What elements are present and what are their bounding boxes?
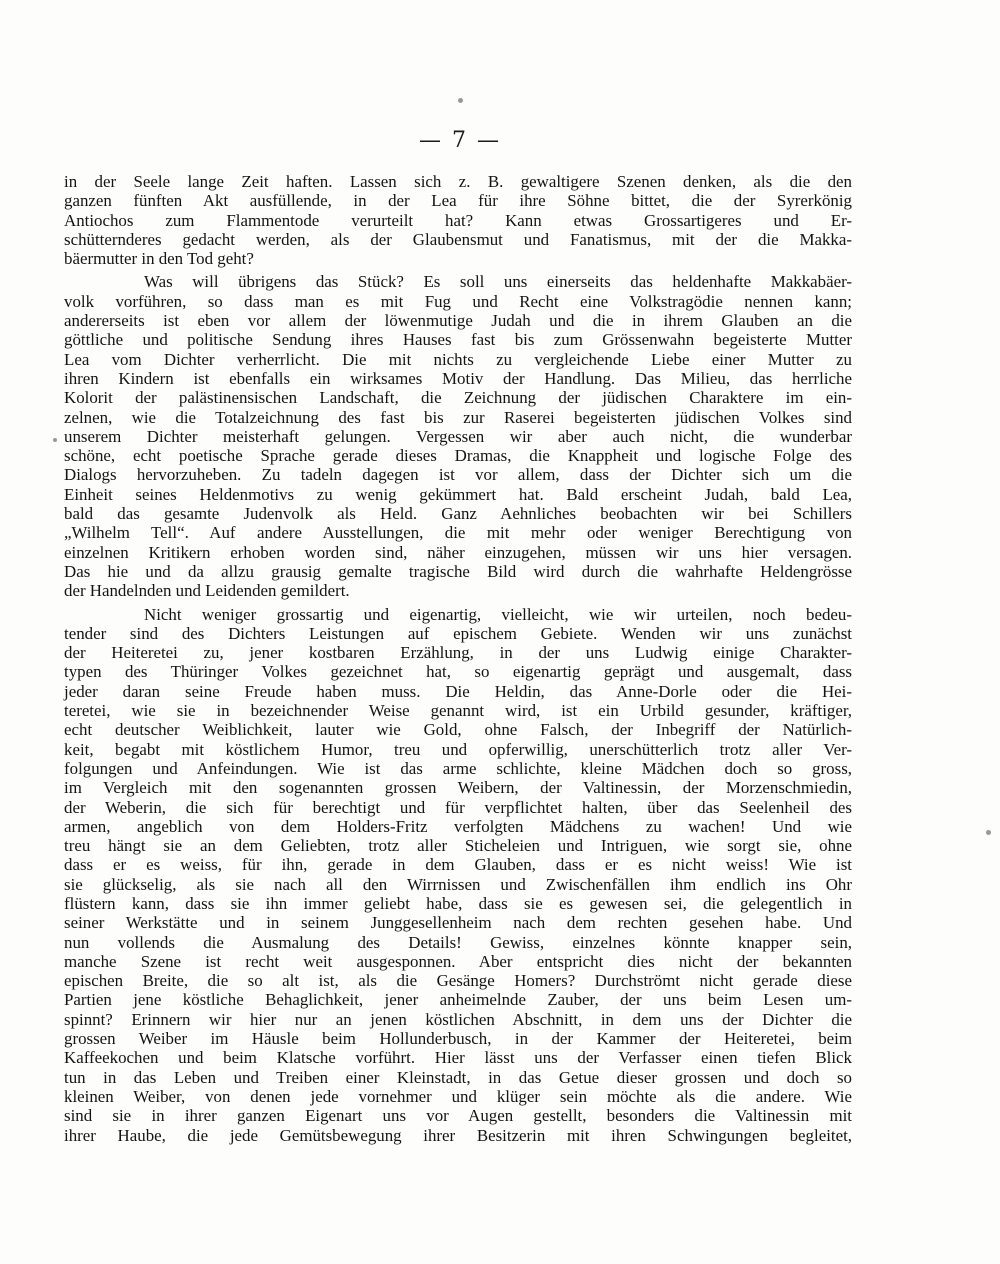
text-line: tender sind des Dichters Leistungen auf epischem Gebiete. Wenden wir uns zunächst: [64, 623, 852, 643]
paragraph-3: [64, 605, 852, 1145]
text-line: Kaffeekochen und beim Klatsche vorführt. Hier lässt uns der Verfasser einen tiefen Blick: [64, 1048, 852, 1068]
text-line: keit, begabt mit köstlichem Humor, treu und opferwillig, unerschütterlich trotz aller Ver-: [64, 739, 852, 759]
body-text: [64, 172, 852, 1145]
text-line: ihren Kindern ist ebenfalls ein wirksames Motiv der Handlung. Das Milieu, das herrliche: [64, 368, 852, 388]
text-line: göttliche und politische Sendung ihres Hauses fast bis zum Grössenwahn begeisterte Mutter: [64, 330, 852, 350]
page-number: — 7 —: [419, 128, 501, 153]
text-line: manche Szene ist recht weit ausgesponnen. Aber entspricht dies nicht der bekannten: [64, 951, 852, 971]
text-line: Partien jene köstliche Behaglichkeit, jener anheimelnde Zauber, der uns beim Lesen um-: [64, 990, 852, 1010]
text-line: jeder daran seine Freude haben muss. Die Heldin, das Anne-Dorle oder die Hei-: [64, 681, 852, 701]
text-line: dass er es weiss, für ihn, gerade in dem Glauben, dass er es nicht weiss! Wie ist: [64, 855, 852, 875]
text-line: spinnt? Erinnern wir hier nur an jenen köstlichen Abschnitt, in dem uns der Dichter die: [64, 1009, 852, 1029]
text-line: im Vergleich mit den sogenannten grossen Weibern, der Valtinessin, der Morzenschmiedin,: [64, 778, 852, 798]
text-line: nun vollends die Ausmalung des Details! Gewiss, einzelnes könnte knapper sein,: [64, 932, 852, 952]
text-line: flüstern kann, dass sie ihn immer geliebt habe, dass sie es gewesen sei, die gelegentlich in: [64, 893, 852, 913]
text-line: Was will übrigens das Stück? Es soll uns einerseits das heldenhafte Makkabäer-: [144, 272, 852, 292]
text-line: treu hängt sie an dem Geliebten, trotz aller Sticheleien und Intriguen, wie sorgt sie, ohne: [64, 836, 852, 856]
text-line: in der Seele lange Zeit haften. Lassen sich z. B. gewaltigere Szenen denken, als die den: [64, 172, 852, 191]
print-speck: [53, 438, 57, 442]
text-line: kleinen Weiber, von denen jede vornehmer und klüger sein möchte als die andere. Wie: [64, 1086, 852, 1106]
text-line: zelnen, wie die Totalzeichnung des fast bis zur Raserei begeisterten jüdischen Volkes sind: [64, 407, 852, 427]
text-line: der Heiteretei zu, jener kostbaren Erzählung, in der uns Ludwig einige Charakter-: [64, 643, 852, 663]
print-speck: [986, 830, 991, 835]
text-line: Das hie und da allzu grausig gemalte tragische Bild wird durch die wahrhafte Heldengrösse: [64, 561, 852, 581]
text-line: der Handelnden und Leidenden gemildert.: [64, 581, 350, 601]
text-line: bäermutter in den Tod geht?: [64, 249, 254, 269]
text-line: Kolorit der palästinensischen Landschaft, die Zeichnung der jüdischen Charaktere im ein-: [64, 388, 852, 408]
text-line: tun in das Leben und Treiben einer Kleinstadt, in das Getue dieser grossen und doch so: [64, 1067, 852, 1087]
paragraph-1: [64, 172, 852, 268]
text-line: seiner Werkstätte und in seinem Junggesellenheim nach dem rechten gesehen habe. Und: [64, 913, 852, 933]
text-line: „Wilhelm Tell“. Auf andere Ausstellungen, die mit mehr oder weniger Berechtigung von: [64, 523, 852, 543]
text-line: typen des Thüringer Volkes gezeichnet hat, so eigenartig geprägt und ausgemalt, dass: [64, 662, 852, 682]
text-line: der Weberin, die sich für berechtigt und für verpflichtet halten, über das Seelenheil des: [64, 797, 852, 817]
paragraph-2: [64, 272, 852, 600]
text-line: armen, angeblich von dem Holders-Fritz verfolgten Mädchens zu wachen! Und wie: [64, 816, 852, 836]
text-line: schöne, echt poetische Sprache gerade dieses Dramas, die Knappheit und logische Folge des: [64, 446, 852, 466]
text-line: andererseits ist eben vor allem der löwenmutige Judah und die in ihrem Glauben an die: [64, 311, 852, 331]
text-line: ganzen fünften Akt ausfüllende, in der Lea für ihre Söhne bittet, die der Syrerkönig: [64, 191, 852, 211]
text-line: volk vorführen, so dass man es mit Fug und Recht eine Volkstragödie nennen kann;: [64, 291, 852, 311]
text-line: sie glückselig, als sie nach all den Wirrnissen und Zwischenfällen ihm endlich ins Ohr: [64, 874, 852, 894]
text-line: einzelnen Kritikern erhoben worden sind, näher einzugehen, müssen wir uns hier versagen.: [64, 542, 852, 562]
text-line: sind sie in ihrer ganzen Eigenart uns vor Augen gestellt, besonders die Valtinessin mit: [64, 1106, 852, 1126]
text-line: grossen Weiber im Häusle beim Hollunderbusch, in der Kammer der Heiteretei, beim: [64, 1029, 852, 1049]
text-line: Einheit seines Heldenmotivs zu wenig gekümmert hat. Bald erscheint Judah, bald Lea,: [64, 484, 852, 504]
text-line: teretei, wie sie in bezeichnender Weise genannt wird, ist ein Urbild gesunder, kräftiger,: [64, 701, 852, 721]
text-line: schütternderes gedacht werden, als der Glaubensmut und Fanatismus, mit der die Makka-: [64, 229, 852, 249]
text-line: Antiochos zum Flammentode verurteilt hat? Kann etwas Grossartigeres und Er-: [64, 210, 852, 230]
text-line: unserem Dichter meisterhaft gelungen. Vergessen wir aber auch nicht, die wunderbar: [64, 426, 852, 446]
text-line: Dialogs hervorzuheben. Zu tadeln dagegen ist vor allem, dass der Dichter sich um die: [64, 465, 852, 485]
text-line: epischen Breite, die so alt ist, als die Gesänge Homers? Durchströmt nicht gerade diese: [64, 971, 852, 991]
text-line: ihrer Haube, die jede Gemütsbewegung ihrer Besitzerin mit ihren Schwingungen begleitet,: [64, 1125, 852, 1145]
text-line: bald das gesamte Judenvolk als Held. Ganz Aehnliches beobachten wir bei Schillers: [64, 504, 852, 524]
print-speck: [458, 98, 463, 103]
text-line: Nicht weniger grossartig und eigenartig, vielleicht, wie wir urteilen, noch bedeu-: [144, 604, 852, 624]
text-line: Lea vom Dichter verherrlicht. Die mit nichts zu vergleichende Liebe einer Mutter zu: [64, 349, 852, 369]
text-line: folgungen und Anfeindungen. Wie ist das arme schlichte, kleine Mädchen doch so gross,: [64, 758, 852, 778]
text-line: echt deutscher Weiblichkeit, lauter wie Gold, ohne Falsch, der Inbegriff der Natürlich-: [64, 720, 852, 740]
